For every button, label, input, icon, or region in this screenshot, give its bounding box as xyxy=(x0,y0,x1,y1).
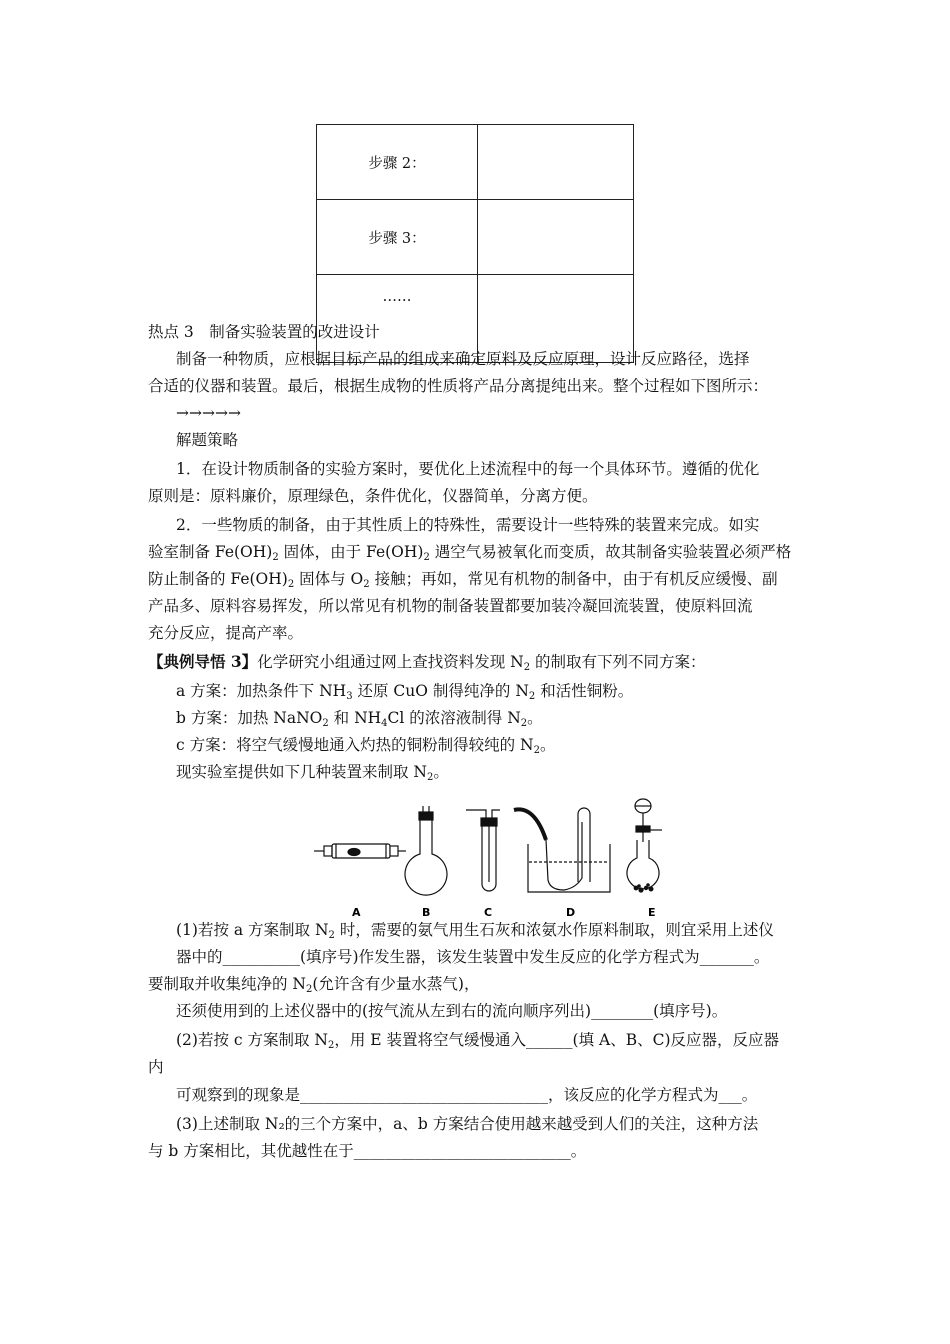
question-1-line-4: 还须使用到的上述仪器中的(按气流从左到右的流向顺序列出)________(填序号)。 xyxy=(176,1002,728,1020)
intro-line-2: 合适的仪器和装置。最后，根据生成物的性质将产品分离提纯出来。整个过程如下图所示： xyxy=(148,377,769,395)
question-3-line-2: 与 b 方案相比，其优越性在于____________________________。 xyxy=(148,1142,587,1160)
label-e: E xyxy=(648,906,656,919)
apparatus-a-combustion-tube xyxy=(314,844,406,858)
question-2-line-1: (2)若按 c 方案制取 $N_2$，用 E 装置将空气缓慢通入______(填 A、B、C)反应器，反应器 xyxy=(176,1031,779,1051)
apparatus-d-water-trough xyxy=(514,808,610,892)
lab-intro: 现实验室提供如下几种装置来制取 $N_2$。 xyxy=(176,763,449,783)
question-1-line-1: (1)若按 a 方案制取 $N_2$ 时，需要的氨气用生石灰和浓氨水作原料制取，则宜采用上述仪 xyxy=(176,921,774,941)
label-d: D xyxy=(566,906,576,919)
apparatus-e-flask-with-funnel xyxy=(627,799,662,893)
strategy-2-line-3: 防止制备的 $Fe(OH)_2$ 固体与 $O_2$ 接触；再如，常见有机物的制备中，由于有机反应缓慢、副 xyxy=(148,570,778,590)
strategy-2-line-5: 充分反应，提高产率。 xyxy=(148,624,304,642)
table-row xyxy=(317,200,634,275)
strategy-1-line-2: 原则是：原料廉价，原理绿色，条件优化，仪器简单，分离方便。 xyxy=(148,487,598,505)
label-c: C xyxy=(484,906,493,919)
step-3-label: 步骤 3： xyxy=(317,200,478,275)
intro-line-1: 制备一种物质，应根据目标产品的组成来确定原料及反应原理，设计反应路径，选择 xyxy=(176,350,750,368)
apparatus-figure xyxy=(310,792,670,922)
strategy-title: 解题策略 xyxy=(176,431,239,449)
example-tag: 【典例导悟 3】 xyxy=(148,652,258,671)
question-3-line-1: (3)上述制取 N₂的三个方案中，a、b 方案结合使用越来越受到人们的关注，这种方法 xyxy=(176,1115,759,1133)
question-1-line-2: 器中的__________(填序号)作发生器，该发生装置中发生反应的化学方程式为_______。 xyxy=(176,948,770,966)
example-intro: 【典例导悟 3】化学研究小组通过网上查找资料发现 $N_2$ 的制取有下列不同方案： xyxy=(148,652,706,673)
strategy-2-line-4: 产品多、原料容易挥发，所以常见有机物的制备装置都要加装冷凝回流装置，使原料回流 xyxy=(148,597,753,615)
step-3-content xyxy=(478,200,634,275)
apparatus-c-test-tube xyxy=(466,810,500,891)
strategy-1-line-1: 1．在设计物质制备的实验方案时，要优化上述流程中的每一个具体环节。遵循的优化 xyxy=(176,460,760,478)
plan-c: c 方案：将空气缓慢地通入灼热的铜粉制得较纯的 $N_2$。 xyxy=(176,736,556,756)
question-1-line-3: 要制取并收集纯净的 $N_2$(允许含有少量水蒸气)， xyxy=(148,975,480,995)
strategy-2-line-2: 验室制备 $Fe(OH)_2$ 固体，由于 $Fe(OH)_2$ 遇空气易被氧化而变质，故其制备实验装置必须严格 xyxy=(148,543,792,563)
step-2-label: 步骤 2： xyxy=(317,125,478,200)
flow-arrows: →→→→→ xyxy=(176,404,241,422)
hotspot-title: 热点 3 制备实验装置的改进设计 xyxy=(148,323,380,341)
table-row xyxy=(317,125,634,200)
question-2-line-2: 内 xyxy=(148,1058,164,1076)
question-2-line-3: 可观察到的现象是________________________________，该反应的化学方程式为___。 xyxy=(176,1086,758,1104)
apparatus-b-flask xyxy=(405,806,447,895)
label-b: B xyxy=(422,906,431,919)
plan-b: b 方案：加热 NaNO$_2$ 和 $NH_4Cl$ 的浓溶液制得 $N_2$。 xyxy=(176,709,543,729)
step-more-label: …… xyxy=(317,275,478,363)
step-2-content xyxy=(478,125,634,200)
label-a: A xyxy=(352,906,361,919)
strategy-2-line-1: 2．一些物质的制备，由于其性质上的特殊性，需要设计一些特殊的装置来完成。如实 xyxy=(176,516,760,534)
plan-a: a 方案：加热条件下 $NH_3$ 还原 CuO 制得纯净的 $N_2$ 和活性铜粉。 xyxy=(176,682,634,702)
